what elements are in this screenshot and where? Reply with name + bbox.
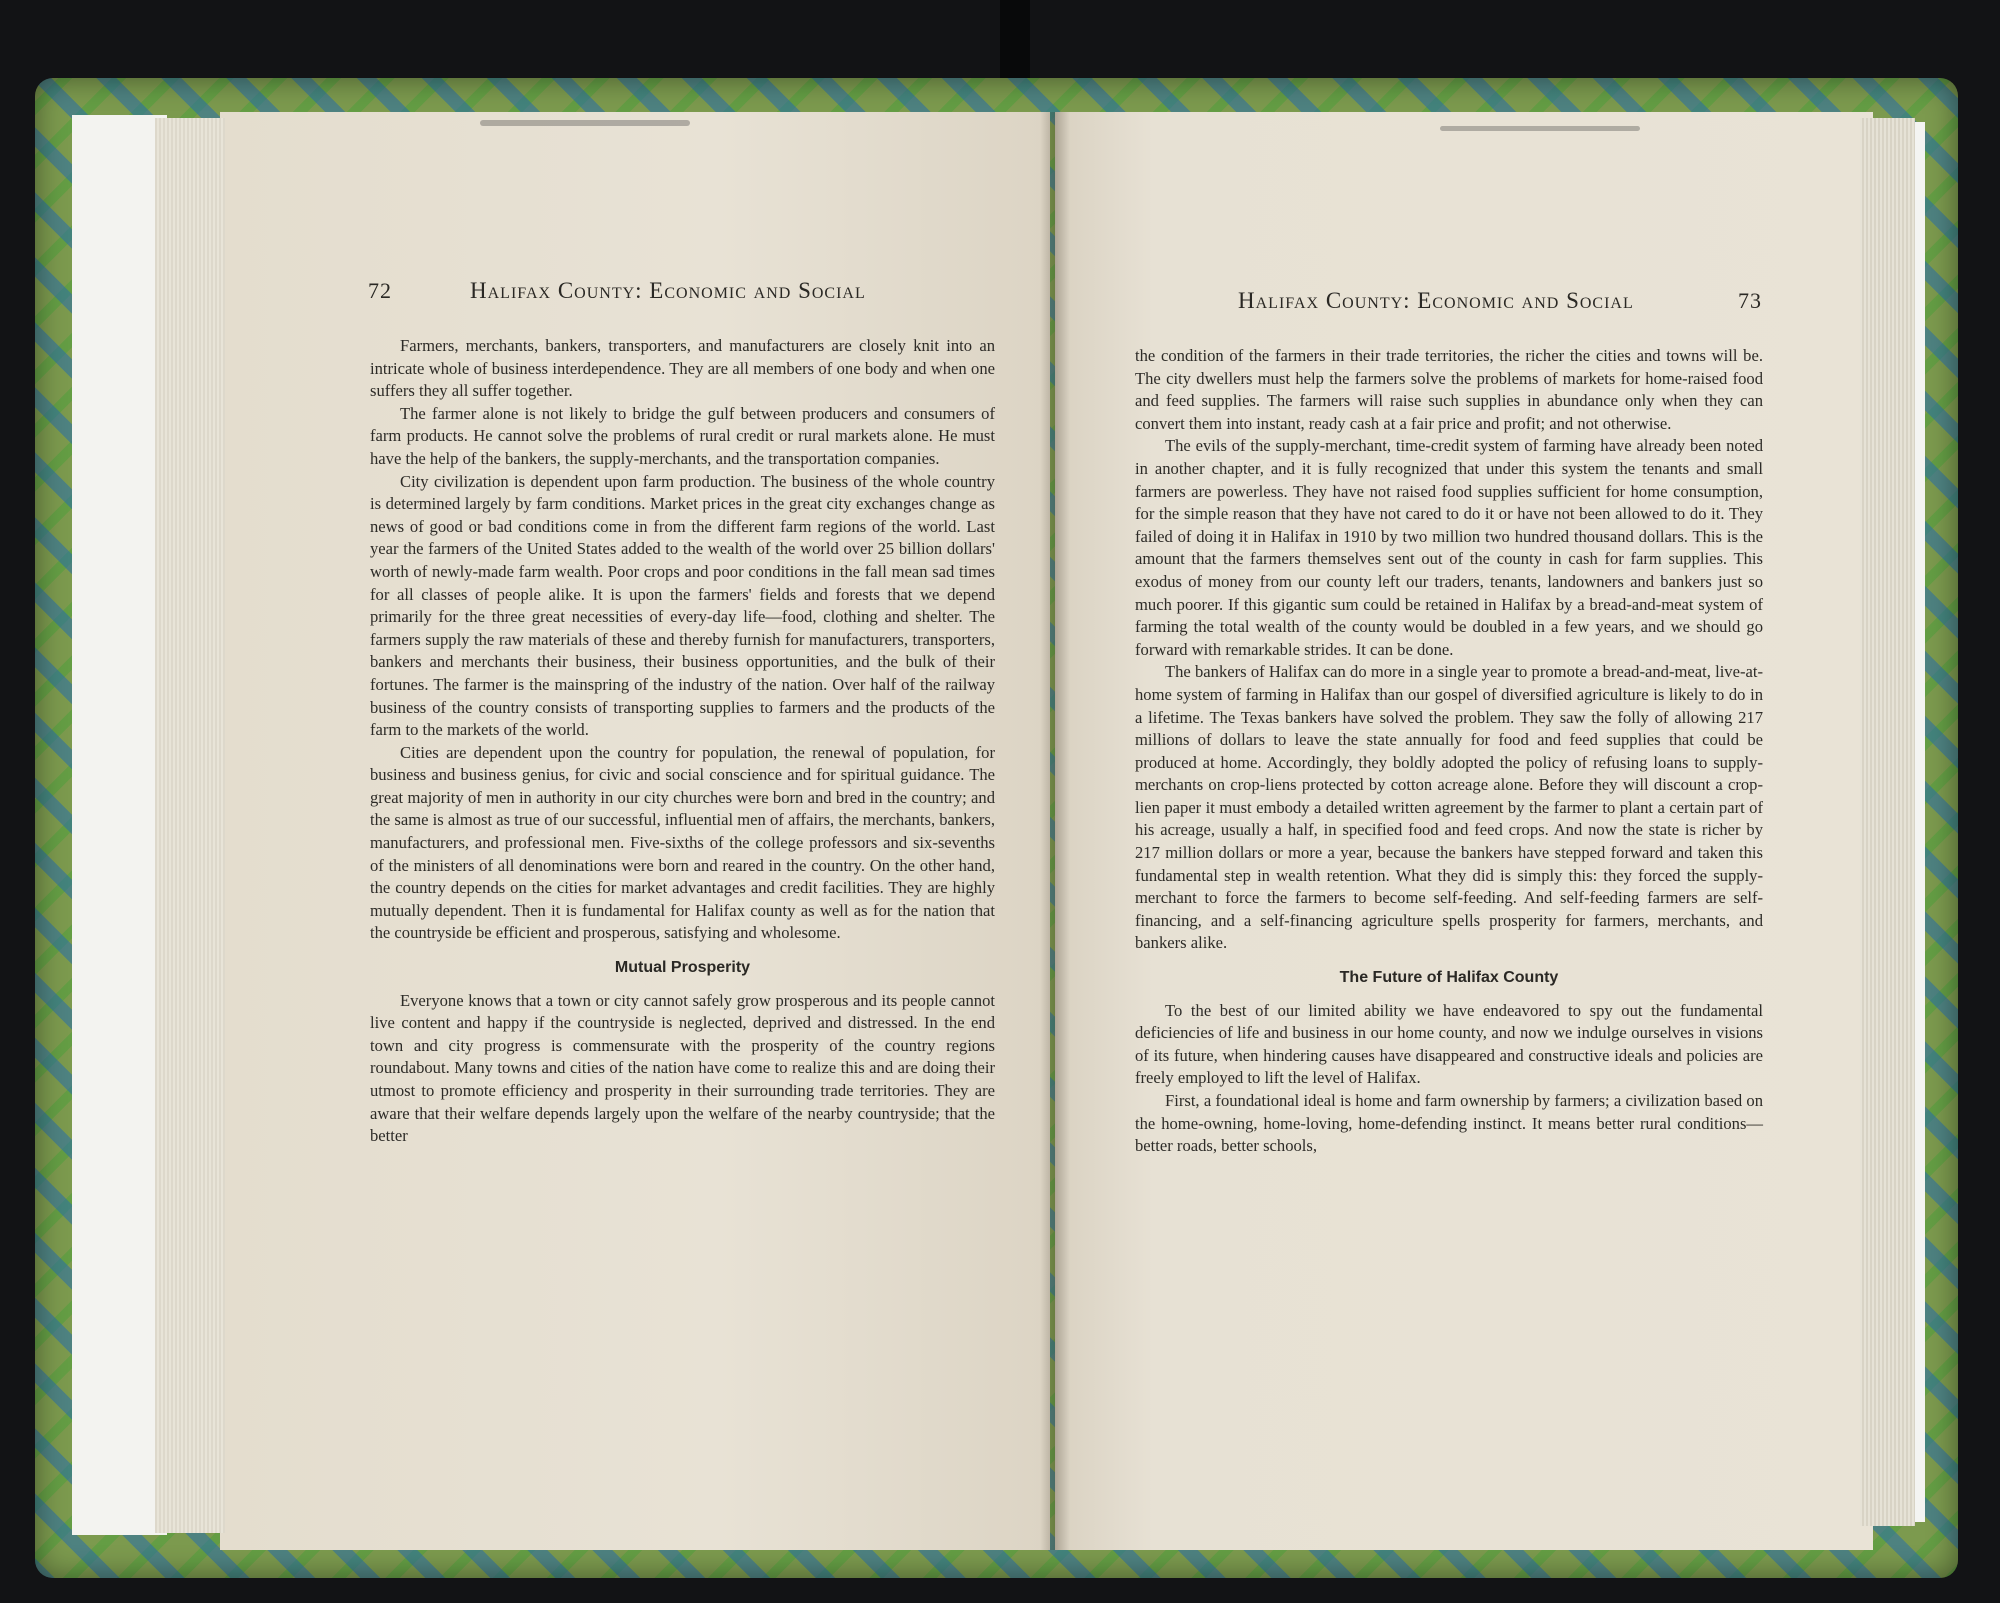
left-running-head: Halifax County: Economic and Social (470, 278, 866, 303)
right-running-head: Halifax County: Economic and Social (1238, 288, 1634, 313)
book-gutter (1040, 112, 1070, 1550)
paragraph: To the best of our limited ability we have endeavored to spy out the fundamental deficiencies of life and business in our home county, and now we indulge ourselves in visions of its future, when hindering causes have disappeared and constructive ideals and policies are freely employed to lift the level of Halifax. (1135, 1000, 1763, 1088)
section-heading: Mutual Prosperity (614, 959, 751, 977)
paragraph: Cities are dependent upon the country for population, the renewal of population, for business and business genius, for civic and social conscience and for spiritual guidance. The great majority of men in authority in our city churches were born and bred in the country; and the same is almost as true of our successful, influential men of affairs, the merchants, bankers, manufacturers, and professional men. Five-sixths of the college professors and six-sevenths of the ministers of all denominations were born and reared in the country. On the other hand, the country depends on the cities for market advantages and credit facilities. They are highly mutually dependent. Then it is fundamental for Halifax county as well as for the nation that the countryside be efficient and prosperous, satisfying and wholesome. (370, 742, 995, 943)
paragraph: Everyone knows that a town or city cannot safely grow prosperous and its people cannot live content and happy if the countryside is neglected, deprived and distressed. In the end town and city progress is commensurate with the prosperity of the country regions roundabout. Many towns and cities of the nation have come to realize this and are doing their utmost to promote efficiency and prosperity in their surrounding trade territories. They are aware that their welfare depends largely upon the welfare of the nearby countryside; that the better (370, 990, 995, 1146)
right-page-number: 73 (1738, 288, 1762, 313)
binding-strap (1000, 0, 1030, 80)
right-page-body (1135, 345, 1763, 1158)
section-heading: The Future of Halifax County (1339, 969, 1559, 987)
left-page-number: 72 (368, 278, 392, 303)
paragraph: The evils of the supply-merchant, time-credit system of farming have already been noted in another chapter, and it is fully recognized that under this system the tenants and small farmers are powerless. They have not raised food supplies sufficient for home consumption, for the simple reason that they have not cared to do it or have not been allowed to do it. They failed of doing it in Halifax in 1910 by two million two hundred thousand dollars. This is the amount that the farmers themselves sent out of the county in cash for farm supplies. This exodus of money from our county left our traders, tenants, landowners and bankers just so much poorer. If this gigantic sum could be retained in Halifax by a bread-and-meat system of farming the total wealth of the county would be doubled in a few years, and we should go forward with remarkable strides. It can be done. (1135, 436, 1763, 659)
pencil-mark-left (480, 120, 690, 126)
paragraph: the condition of the farmers in their trade territories, the richer the cities and towns will be. The city dwellers must help the farmers solve the problems of markets for home-raised food and feed supplies. The farmers will raise such supplies in abundance only when they can convert them into instant, ready cash at a fair price and profit; and not otherwise. (1135, 346, 1763, 433)
paragraph: City civilization is dependent upon farm production. The business of the whole country is determined largely by farm conditions. Market prices in the great city exchanges change as news of good or bad conditions come in from the different farm regions of the world. Last year the farmers of the United States added to the wealth of the world over 25 billion dollars' worth of newly-made farm wealth. Poor crops and poor conditions in the fall mean sad times for all classes of people alike. It is upon the farmers' fields and forests that we depend primarily for the three great necessities of every-day life—food, clothing and shelter. The farmers supply the raw materials of these and thereby furnish for manufacturers, transporters, bankers and merchants their business, their business opportunities, and the bulk of their fortunes. The farmer is the mainspring of the industry of the nation. Over half of the railway business of the country consists of transporting supplies to farmers and the products of the farm to the markets of the world. (370, 471, 995, 740)
paragraph: Farmers, merchants, bankers, transporters, and manufacturers are closely knit into an intricate whole of business interdependence. They are all members of one body and when one suffers they all suffer together. (370, 336, 995, 401)
paragraph: The farmer alone is not likely to bridge the gulf between producers and consumers of farm products. He cannot solve the problems of rural credit or rural markets alone. He must have the help of the bankers, the supply-merchants, and the transportation companies. (370, 403, 995, 468)
paragraph: The bankers of Halifax can do more in a single year to promote a bread-and-meat, live-at-home system of farming in Halifax than our gospel of diversified agriculture is likely to do in a lifetime. The Texas bankers have solved the problem. They saw the folly of allowing 217 millions of dollars to leave the state annually for food and feed supplies that could be produced at home. Accordingly, they boldly adopted the policy of refusing loans to supply-merchants on crop-liens protected by cotton acreage alone. Before they will discount a crop-lien paper it must embody a detailed written agreement by the farmer to plant a certain part of his acreage, usually a half, in specified food and feed crops. And now the state is richer by 217 million dollars or more a year, because the bankers have stepped forward and taken this fundamental step in wealth retention. What they did is simply this: they forced the supply-merchant to force the farmers to become self-feeding. And self-feeding farmers are self-financing, and a self-financing agriculture spells prosperity for farmers, merchants, and bankers alike. (1135, 662, 1763, 953)
paragraph: First, a foundational ideal is home and farm ownership by farmers; a civilization based on the home-owning, home-loving, home-defending instinct. It means better rural conditions—better roads, better schools, (1135, 1091, 1763, 1156)
pencil-mark-right (1440, 126, 1640, 131)
left-page-stack (155, 118, 225, 1533)
right-page-stack (1860, 118, 1915, 1526)
left-page-body (370, 335, 995, 1148)
left-page-edge (72, 115, 167, 1535)
